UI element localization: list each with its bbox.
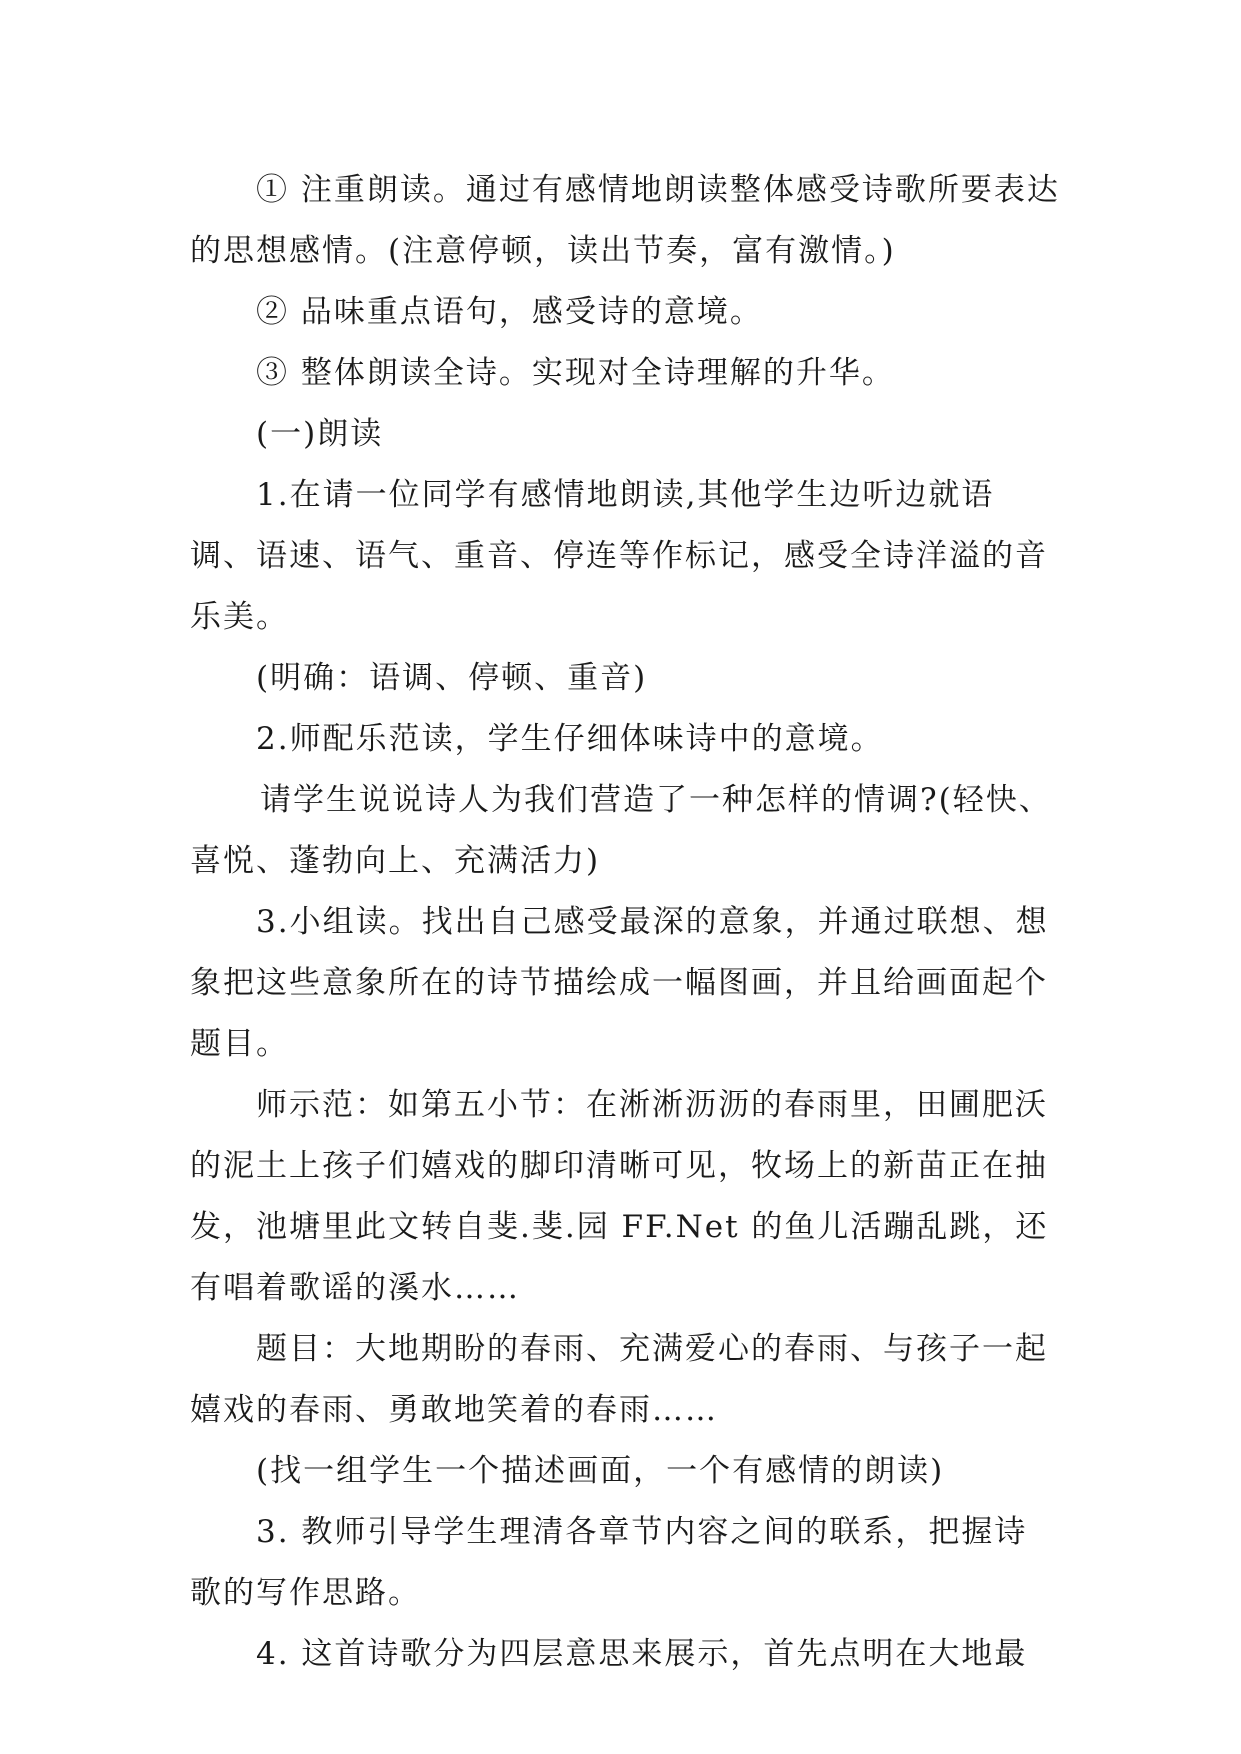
paragraph-step-4: 4. 这首诗歌分为四层意思来展示，首先点明在大地最: [256, 1636, 1028, 1672]
paragraph-whole-reading: ③ 整体朗读全诗。实现对全诗理解的升华。: [256, 355, 895, 391]
paragraph-mood-question: 请学生说说诗人为我们营造了一种怎样的情调?(轻快、喜悦、蓬勃向上、充满活力): [190, 782, 1052, 879]
paragraph-step-2: 2.师配乐范读，学生仔细体味诗中的意境。: [256, 721, 884, 757]
paragraph-reading-focus: ① 注重朗读。通过有感情地朗读整体感受诗歌所要表达的思想感情。(注意停顿，读出节奏，富有激情。): [190, 172, 1060, 269]
paragraph-titles: 题目：大地期盼的春雨、充满爱心的春雨、与孩子一起嬉戏的春雨、勇敢地笑着的春雨……: [190, 1331, 1048, 1428]
paragraph-group-task: (找一组学生一个描述画面，一个有感情的朗读): [256, 1453, 945, 1489]
paragraph-clarify: (明确：语调、停顿、重音): [256, 660, 648, 696]
paragraph-key-sentences: ② 品味重点语句，感受诗的意境。: [256, 294, 763, 330]
document-page: [190, 160, 1060, 1685]
paragraph-step-1: 1.在请一位同学有感情地朗读,其他学生边听边就语调、语速、语气、重音、停连等作标记，感受全诗洋溢的音乐美。: [190, 477, 1048, 635]
paragraph-step-3b: 3. 教师引导学生理清各章节内容之间的联系，把握诗歌的写作思路。: [190, 1514, 1028, 1611]
paragraph-teacher-demo: 师示范：如第五小节：在淅淅沥沥的春雨里，田圃肥沃的泥土上孩子们嬉戏的脚印清晰可见，牧场上的新苗正在抽发，池塘里此文转自斐.斐.园 FF.Net 的鱼儿活蹦乱跳，还有唱着歌谣的溪水……: [190, 1087, 1049, 1306]
paragraph-step-3: 3.小组读。找出自己感受最深的意象，并通过联想、想象把这些意象所在的诗节描绘成一幅图画，并且给画面起个题目。: [190, 904, 1049, 1062]
section-heading-reading: (一)朗读: [256, 416, 384, 452]
